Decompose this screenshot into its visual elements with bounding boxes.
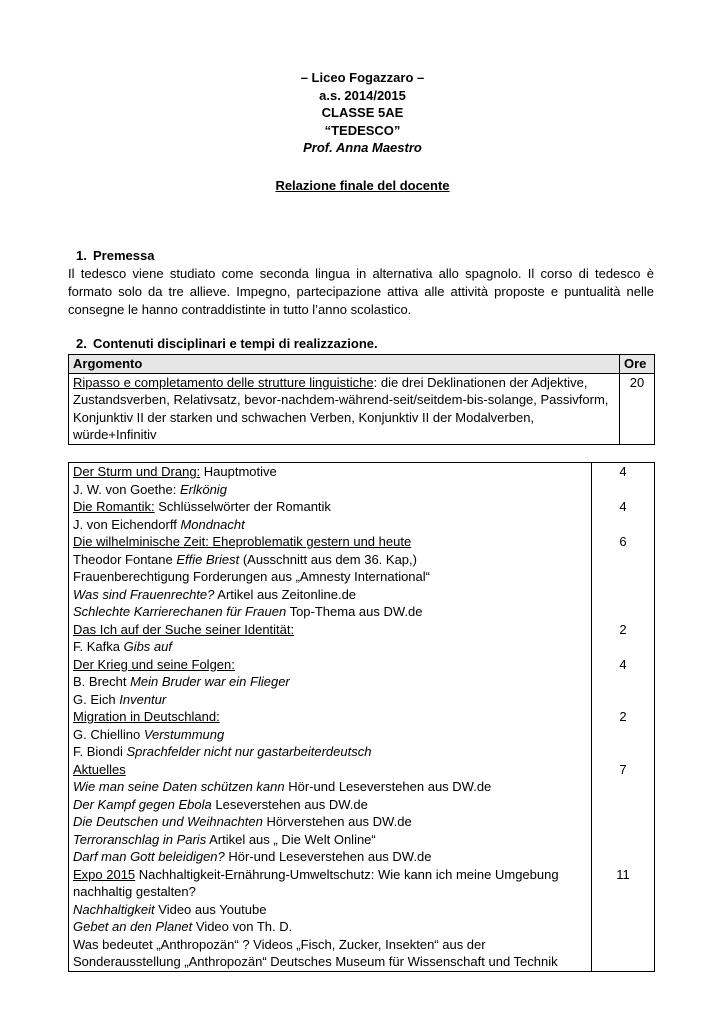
topic-line xyxy=(73,743,587,761)
hours-value: 2 xyxy=(619,709,627,724)
topic-text: Video von Th. D. xyxy=(192,919,293,934)
school-year: a.s. 2014/2015 xyxy=(319,87,406,103)
hours-value: 4 xyxy=(619,656,627,672)
hours-value xyxy=(596,831,650,849)
grammar-table xyxy=(68,354,655,445)
hours-value xyxy=(596,691,650,709)
hours-value: 11 xyxy=(616,866,630,882)
section1-body: Il tedesco viene studiato come seconda lingua in alternativa allo spagnolo. Il corso di tedesco è formato solo da tre allieve. Impegno, partecipazione attiva alle attività proposte e puntualità nelle consegne le hanno contraddistinte in tutto l’anno scolastico. xyxy=(68,266,654,317)
work-title: Darf man Gott beleidigen? xyxy=(73,849,225,864)
table-row xyxy=(69,463,655,972)
topic-text: G. Chiellino xyxy=(73,726,144,742)
work-title: Inventur xyxy=(119,691,167,707)
hours-value xyxy=(596,848,650,866)
hours-value xyxy=(596,726,650,744)
topic-text: Nachhaltigkeit-Ernährung-Umweltschutz: Wie kann ich meine Umgebung xyxy=(135,866,559,882)
topic-text: G. Eich xyxy=(73,691,120,707)
section1-title: Premessa xyxy=(93,248,155,263)
hours-value xyxy=(596,638,650,656)
topic-heading: Der Sturm und Drang: xyxy=(73,464,201,479)
hours-value xyxy=(596,883,650,901)
topic-text: Sonderausstellung „Anthropozän“ Deutsches Museum für Wissenschaft und Technik xyxy=(73,954,558,969)
topic-line xyxy=(73,796,587,814)
topic-heading: Aktuelles xyxy=(73,761,126,777)
work-title: Gibs auf xyxy=(123,639,172,654)
topic-text: (Ausschnitt aus dem 36. Kap,) xyxy=(239,551,417,567)
topic-text: Theodor Fontane xyxy=(73,551,177,567)
work-title: Schlechte Karrierechanen für Frauen xyxy=(73,604,287,619)
topic-line xyxy=(73,761,587,779)
topic-text: nachhaltig gestalten? xyxy=(73,884,196,899)
section2-number: 2. xyxy=(76,336,87,351)
topic-line xyxy=(73,656,587,674)
hours-value xyxy=(596,796,650,814)
topic-line xyxy=(73,726,587,744)
topic-line xyxy=(73,551,587,569)
literature-table xyxy=(68,462,655,972)
hours-value xyxy=(596,901,650,919)
hours-value xyxy=(596,568,650,586)
subject-name: “TEDESCO” xyxy=(324,122,401,138)
topic-text: Top-Thema aus DW.de xyxy=(286,604,423,619)
topic-line xyxy=(73,813,587,831)
work-title: Mondnacht xyxy=(180,516,245,532)
hours-value xyxy=(596,813,650,831)
topic-text: J. W. von Goethe: xyxy=(73,481,180,497)
hours-value xyxy=(596,551,650,569)
work-title: Wie man seine Daten schützen kann xyxy=(73,779,285,794)
topic-line xyxy=(73,953,587,971)
class-name: CLASSE 5AE xyxy=(321,105,404,120)
topic-detail: : die drei Deklinationen der Adjektive, Zustandsverben, Relativsatz, bevor-nachdem-während-seit/seitdem-bis-solange, Passivform, Konjunktiv II der starken und schwachen Verben, Konjunktiv II der Modalverben, würde+Infinitiv xyxy=(73,374,609,442)
column-header-topic: Argomento xyxy=(69,355,620,374)
topic-text: Frauenberechtigung Forderungen aus „Amnesty International“ xyxy=(73,569,430,584)
column-header-hours: Ore xyxy=(620,355,655,374)
topic-text: Schlüsselwörter der Romantik xyxy=(154,499,331,514)
document-header xyxy=(0,69,725,193)
work-title: Die Deutschen und Weihnachten xyxy=(73,814,263,829)
topic-line xyxy=(73,673,587,691)
topic-text: Was bedeutet „Anthropozän“ ? Videos „Fisch, Zucker, Insekten“ aus der xyxy=(73,936,486,952)
topic-line xyxy=(73,516,587,534)
work-title: Effie Briest xyxy=(176,551,240,567)
topic-heading: Der Krieg und seine Folgen: xyxy=(73,656,235,672)
topic-text: F. Biondi xyxy=(73,744,127,759)
hours-value xyxy=(596,953,650,971)
hours-value xyxy=(596,743,650,761)
work-title: Was sind Frauenrechte? xyxy=(73,586,215,602)
table-header-row xyxy=(69,355,655,374)
topic-heading: Die wilhelminische Zeit: Eheproblematik gestern und heute xyxy=(73,534,412,549)
hours-value: 7 xyxy=(619,761,627,777)
professor-name: Prof. Anna Maestro xyxy=(303,140,422,155)
topic-line xyxy=(73,691,587,709)
section2-title: Contenuti disciplinari e tempi di realizzazione. xyxy=(93,336,378,351)
topic-line xyxy=(73,708,587,726)
hours-value: 2 xyxy=(619,621,627,637)
work-title: Verstummung xyxy=(143,726,225,742)
work-title: Gebet an den Planet xyxy=(73,919,193,934)
hours-value xyxy=(596,673,650,691)
topic-heading: Die Romantik: xyxy=(73,499,155,514)
hours-value: 6 xyxy=(619,534,627,549)
topic-line xyxy=(73,586,587,604)
work-title: Sprachfelder nicht nur gastarbeiterdeutsch xyxy=(126,744,372,759)
topics-cell xyxy=(69,463,592,972)
report-title: Relazione finale del docente xyxy=(275,178,450,193)
topic-text: B. Brecht xyxy=(73,674,131,689)
topic-text: F. Kafka xyxy=(73,639,124,654)
topic-text: J. von Eichendorff xyxy=(73,516,181,532)
topic-line xyxy=(73,481,587,499)
topic-line xyxy=(73,866,587,884)
hours-cell xyxy=(592,463,655,972)
topic-line xyxy=(73,568,587,586)
work-title: Terroranschlag in Paris xyxy=(73,831,207,847)
hours-value xyxy=(596,603,650,621)
topic-line xyxy=(73,463,587,481)
work-title: Erlkönig xyxy=(179,481,227,497)
topic-line xyxy=(73,831,587,849)
topic-text: Hör-und Leseverstehen aus DW.de xyxy=(224,849,432,864)
topic-line xyxy=(73,638,587,656)
topic-text: Leseverstehen aus DW.de xyxy=(211,796,368,812)
topic-heading: Das Ich auf der Suche seiner Identität: xyxy=(73,621,295,637)
topic-text: Artikel aus „ Die Welt Online“ xyxy=(206,831,376,847)
hours-value xyxy=(596,936,650,954)
section1-number: 1. xyxy=(76,248,87,263)
topic-text: Hör-und Leseverstehen aus DW.de xyxy=(284,779,492,794)
topic-line xyxy=(73,533,587,551)
hours-value xyxy=(596,481,650,499)
topic-heading: Migration in Deutschland: xyxy=(73,709,220,724)
table-row xyxy=(69,373,655,444)
hours-value xyxy=(596,778,650,796)
topic-title: Ripasso e completamento delle strutture linguistiche xyxy=(73,374,374,390)
topic-line xyxy=(73,883,587,901)
work-title: Mein Bruder war ein Flieger xyxy=(130,674,290,689)
work-title: Nachhaltigkeit xyxy=(73,901,155,917)
hours-value xyxy=(596,586,650,604)
hours-value: 4 xyxy=(619,499,627,514)
topic-line xyxy=(73,918,587,936)
topic-cell xyxy=(69,373,620,444)
topic-line xyxy=(73,778,587,796)
topic-line xyxy=(73,936,587,954)
topic-text: Hauptmotive xyxy=(200,464,277,479)
hours-cell: 20 xyxy=(620,373,655,444)
topic-line xyxy=(73,621,587,639)
work-title: Der Kampf gegen Ebola xyxy=(73,796,212,812)
topic-line xyxy=(73,901,587,919)
topic-line xyxy=(73,603,587,621)
hours-value: 4 xyxy=(619,464,627,479)
topic-text: Artikel aus Zeitonline.de xyxy=(214,586,357,602)
hours-value xyxy=(596,516,650,534)
topic-line xyxy=(73,848,587,866)
topic-heading: Expo 2015 xyxy=(73,866,136,882)
topic-line xyxy=(73,498,587,516)
topic-text: Video aus Youtube xyxy=(154,901,267,917)
school-name: – Liceo Fogazzaro – xyxy=(300,70,425,85)
topic-text: Hörverstehen aus DW.de xyxy=(262,814,412,829)
hours-value xyxy=(596,918,650,936)
